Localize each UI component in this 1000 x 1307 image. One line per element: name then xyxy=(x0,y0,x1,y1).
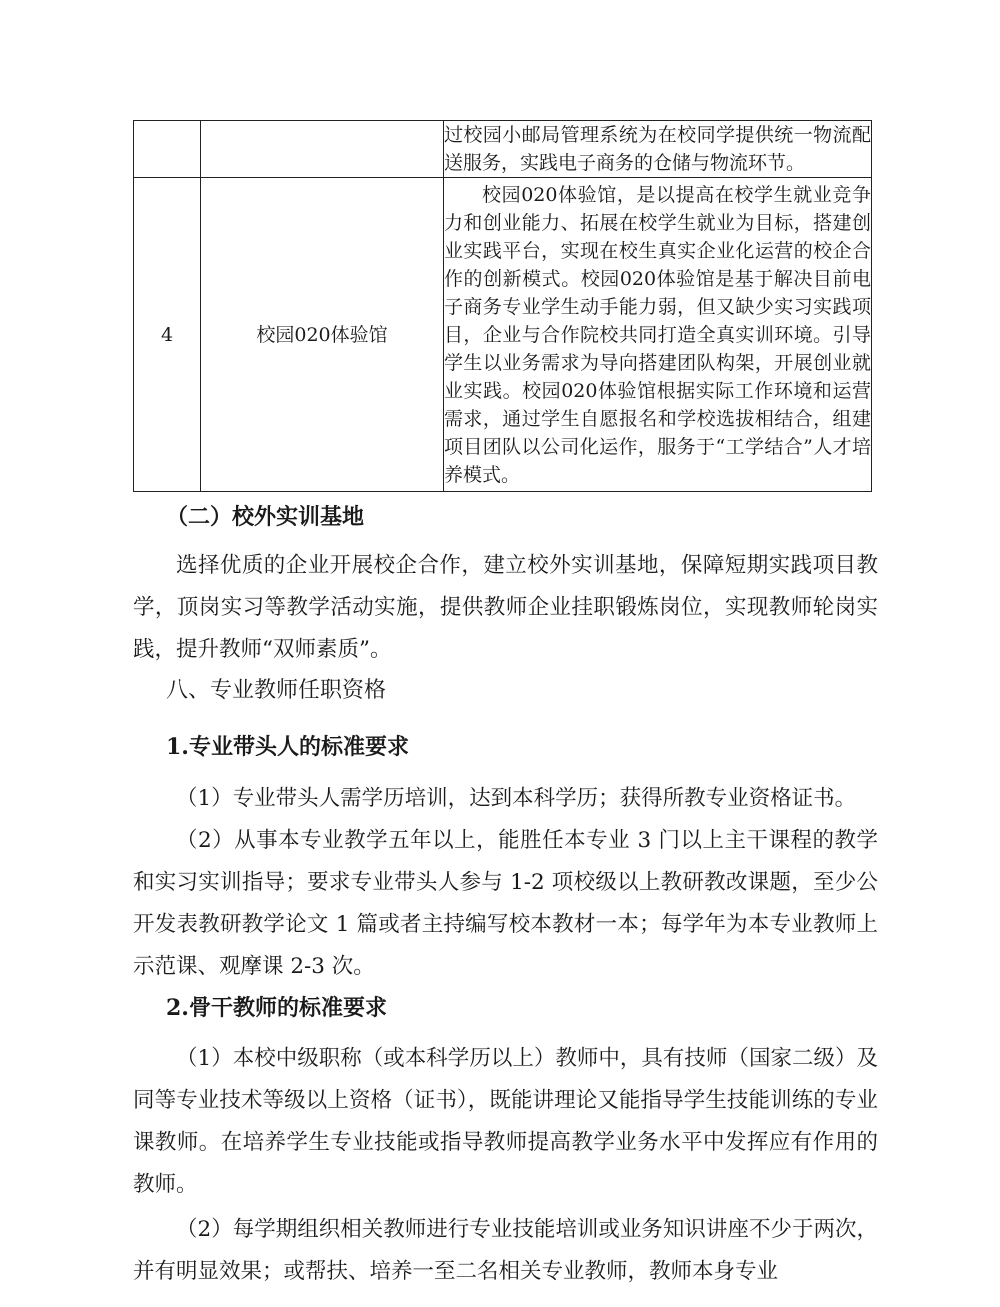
table-cell-name: 校园020体验馆 xyxy=(201,178,444,492)
sub-2-paragraph-1: （1）本校中级职称（或本科学历以上）教师中，具有技师（国家二级）及同等专业技术等级以上资格（证书），既能讲理论又能指导学生技能训练的专业课教师。在培养学生专业技能或指导教师提高教学业务水平中发挥应有作用的教师。 xyxy=(133,1046,878,1197)
table-cell-name xyxy=(201,121,444,178)
table-row4-desc: 校园020体验馆，是以提高在校学生就业竞争力和创业能力、拓展在校学生就业为目标，搭建创业实践平台，实现在校生真实企业化运营的校企合作的创新模式。校园020体验馆是基于解决目前电子商务专业学生动手能力弱，但又缺少实习实践项目，企业与合作院校共同打造全真实训环境。引导学生以业务需求为导向搭建团队构架，开展创业就业实践。校园020体验馆根据实际工作环境和运营需求，通过学生自愿报名和学校选拔相结合，组建项目团队以公司化运作，服务于“工学结合”人才培养模式。 xyxy=(444,183,871,486)
table-cell-desc xyxy=(444,121,872,178)
section-offcampus-body: 选择优质的企业开展校企合作，建立校外实训基地，保障短期实践项目教学，顶岗实习等教学活动实施，提供教师企业挂职锻炼岗位，实现教师轮岗实践，提升教师“双师素质”。 xyxy=(133,553,878,662)
sub-1-paragraph-2: （2）从事本专业教学五年以上，能胜任本专业 3 门以上主干课程的教学和实习实训指导；要求专业带头人参与 1-2 项校级以上教研教改课题，至少公开发表教研教学论文 1 篇或者主持编写校本教材一本；每学年为本专业教师上示范课、观摩课 2-3 次。 xyxy=(133,828,878,979)
table-row-prev-desc: 过校园小邮局管理系统为在校同学提供统一物流配送服务，实践电子商务的仓储与物流环节。 xyxy=(444,124,871,174)
sub-1-title: 1.专业带头人的标准要求 xyxy=(166,734,409,760)
sub-2-title: 2.骨干教师的标准要求 xyxy=(166,995,387,1021)
section-8-title: 八、专业教师任职资格 xyxy=(166,678,387,703)
table-row xyxy=(134,178,872,492)
training-base-table xyxy=(133,120,872,492)
sub-2-paragraph-2: （2）每学期组织相关教师进行专业技能培训或业务知识讲座不少于两次，并有明显效果；或帮扶、培养一至二名相关专业教师，教师本身专业 xyxy=(133,1217,878,1284)
table-cell-no: 4 xyxy=(134,178,201,492)
table-cell-desc xyxy=(444,178,872,492)
sub-1-paragraph-1: （1）专业带头人需学历培训，达到本科学历；获得所教专业资格证书。 xyxy=(176,786,857,811)
table-row xyxy=(134,121,872,178)
table-cell-no xyxy=(134,121,201,178)
section-offcampus-title: （二）校外实训基地 xyxy=(166,504,365,530)
